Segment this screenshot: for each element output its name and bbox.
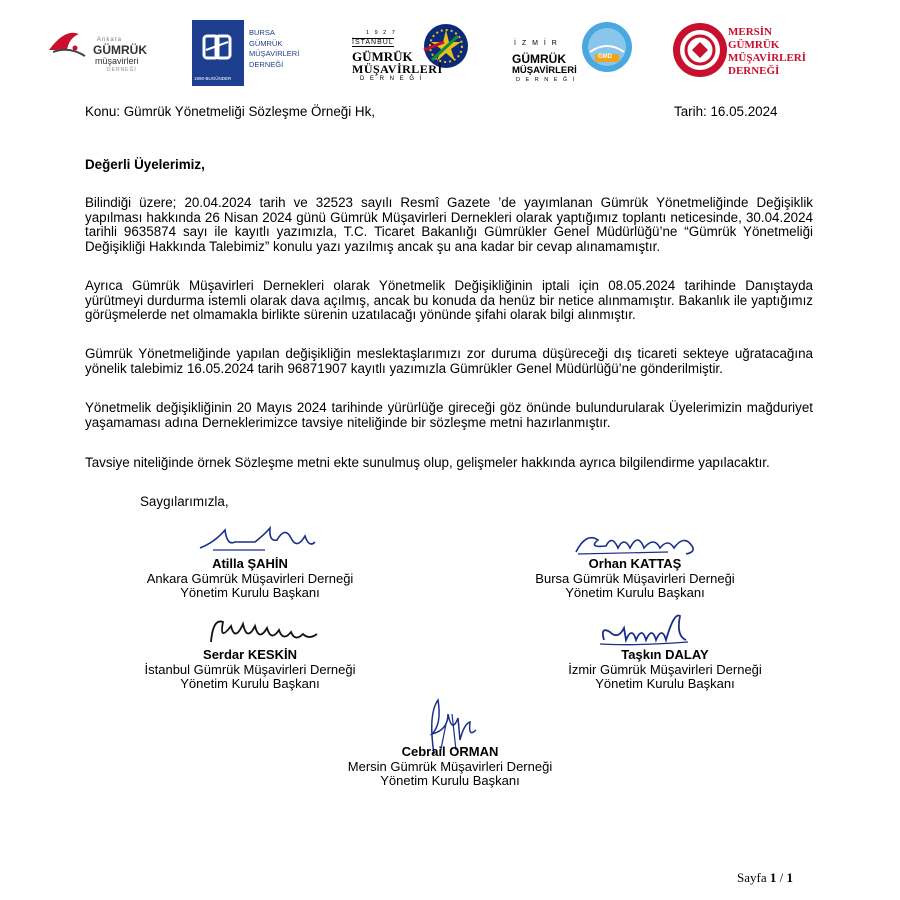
salutation: Değerli Üyelerimiz, xyxy=(85,157,205,172)
bursa-logo-line: GÜMRÜK xyxy=(249,38,283,48)
istanbul-logo-city: İSTANBUL xyxy=(352,39,394,46)
ankara-logo-tiny: DERNEĞİ xyxy=(107,67,137,73)
signatory-org: Bursa Gümrük Müşavirleri Derneği xyxy=(535,570,735,586)
istanbul-logo-l1: GÜMRÜK xyxy=(352,49,413,64)
mersin-logo-emblem xyxy=(672,20,728,84)
page-separator: / xyxy=(779,870,784,885)
subject-line: Konu: Gümrük Yönetmeliği Sözleşme Örneği Hk, xyxy=(85,104,376,119)
mersin-logo-line: MÜŞAVİRLERİ xyxy=(728,52,807,64)
signature-dalay xyxy=(596,606,696,650)
bursa-logo-line: BURSA xyxy=(249,28,275,37)
signatory-name: Atilla ŞAHİN xyxy=(212,556,288,571)
signatory-ankara xyxy=(120,557,380,601)
signatory-name: Orhan KATTAŞ xyxy=(588,556,682,571)
ankara-logo-small: Ankara xyxy=(97,37,123,43)
signatory-izmir xyxy=(530,648,800,692)
bursa-logo-line: DERNEĞİ xyxy=(249,59,284,69)
istanbul-logo-l3: D E R N E Ğ İ xyxy=(360,76,424,82)
page-total: 1 xyxy=(786,870,793,885)
signatory-mersin xyxy=(300,745,600,789)
signatory-org: Ankara Gümrük Müşavirleri Derneği xyxy=(146,570,354,586)
signatory-title: Yönetim Kurulu Başkanı xyxy=(180,585,320,600)
signatory-name: Serdar KESKİN xyxy=(203,647,297,662)
body-paragraph-4: Yönetmelik değişikliğinin 20 Mayıs 2024 tarihinde yürürlüğe gireceği göz önünde bulundurularak Üyelerimizin mağduriyet yaşamaması adına Derneklerimizce tavsiye niteliğinde bir sözleşme metni hazırlanmıştır. xyxy=(85,400,813,430)
izmir-logo-l2: MÜŞAVİRLERİ xyxy=(512,65,577,76)
signatory-bursa xyxy=(500,557,770,601)
ankara-logo-main: GÜMRÜK xyxy=(93,43,147,57)
body-paragraph-1: Bilindiği üzere; 20.04.2024 tarih ve 32523 sayılı Resmî Gazete ’de yayımlanan Gümrük Yönetmeliğinde Değişiklik yapılması hakkında 26 Nisan 2024 günü Gümrük Müşavirleri Dernekleri olarak yaptığımız toplantı neticesinde, 30.04.2024 tarihli 9635874 sayı ile kayıtlı yazımızla, T.C. Ticaret Bakanlığı Gümrükler Genel Müdürlüğü’ne “Gümrük Yönetmeliği Değişikliği Hakkında Talebimiz” konulu yazı yazılmış ancak şu ana kadar bir cevap alınamamıştır. xyxy=(85,195,813,254)
signatory-title: Yönetim Kurulu Başkanı xyxy=(380,773,520,788)
izmir-logo-city: İ Z M İ R xyxy=(514,40,559,47)
signatory-org: İstanbul Gümrük Müşavirleri Derneği xyxy=(144,661,356,677)
istanbul-logo xyxy=(352,20,477,86)
istanbul-logo-l2: MÜŞAVİRLERİ xyxy=(352,62,443,76)
body-paragraph-5: Tavsiye niteliğinde örnek Sözleşme metni ekte sunulmuş olup, gelişmeler hakkında ayrıca bilgilendirme yapılacaktır. xyxy=(85,455,770,470)
closing: Saygılarımızla, xyxy=(140,494,229,509)
signatory-title: Yönetim Kurulu Başkanı xyxy=(595,676,735,691)
istanbul-logo-year: 1 9 2 7 xyxy=(366,30,397,36)
ankara-logo-sub: müşavirleri xyxy=(95,56,139,66)
mersin-logo-line: DERNEĞİ xyxy=(728,65,780,77)
signatory-org: İzmir Gümrük Müşavirleri Derneği xyxy=(568,661,762,677)
izmir-logo-l3: D E R N E Ğ İ xyxy=(516,77,577,83)
signature-ahin xyxy=(195,520,325,558)
bursa-logo-year: 1990-BUGÜNDER xyxy=(194,76,232,81)
bursa-logo xyxy=(192,20,300,86)
mersin-logo-text xyxy=(728,26,806,78)
signatory-name: Cebrail ORMAN xyxy=(401,744,499,759)
mersin-logo-line: GÜMRÜK xyxy=(728,39,780,51)
date-line: Tarih: 16.05.2024 xyxy=(674,104,778,119)
signatory-title: Yönetim Kurulu Başkanı xyxy=(180,676,320,691)
bursa-logo-emblem xyxy=(192,20,244,76)
signature-keskin xyxy=(205,612,325,648)
body-paragraph-2: Ayrıca Gümrük Müşavirleri Dernekleri olarak Yönetmelik Değişikliğinin iptali için 08.05.2024 tarihinde Danıştayda yürütmeyi durdurma istemli olarak dava açılmış, ancak bu konuda da henüz bir netice alınmamıştır. Bakanlık ile yaptığımız görüşmelerde net olmamakla birlikte sürenin uzatılacağı yönünde şifahi olarak bilgi alınmıştır. xyxy=(85,278,813,323)
mersin-logo-line: MERSİN xyxy=(728,26,773,38)
izmir-logo-l1: GÜMRÜK xyxy=(512,52,566,66)
page-number xyxy=(737,870,793,886)
bursa-logo-line: MÜŞAVİRLERİ xyxy=(249,49,300,58)
signatory-name: Taşkın DALAY xyxy=(621,647,709,662)
izmir-logo xyxy=(512,20,634,86)
page-current: 1 xyxy=(769,870,777,885)
bursa-logo-box xyxy=(192,20,244,86)
mersin-logo xyxy=(672,20,812,86)
ankara-logo xyxy=(45,20,170,86)
izmir-logo-emblem xyxy=(580,20,634,74)
bursa-logo-text xyxy=(249,28,299,70)
izmir-logo-badge: GMD xyxy=(598,54,612,60)
page-label: Sayfa xyxy=(737,870,767,885)
body-paragraph-3: Gümrük Yönetmeliğinde yapılan değişikliğin meslektaşlarımızı zor duruma düşüreceği dış ticareti sekteye uğratacağına yönelik talebimiz 16.05.2024 tarih 96871907 kayıtlı yazımızla Gümrükler Genel Müdürlüğü’ne gönderilmiştir. xyxy=(85,346,813,376)
signatory-istanbul xyxy=(120,648,380,692)
signatory-org: Mersin Gümrük Müşavirleri Derneği xyxy=(347,758,553,774)
signatory-title: Yönetim Kurulu Başkanı xyxy=(565,585,705,600)
